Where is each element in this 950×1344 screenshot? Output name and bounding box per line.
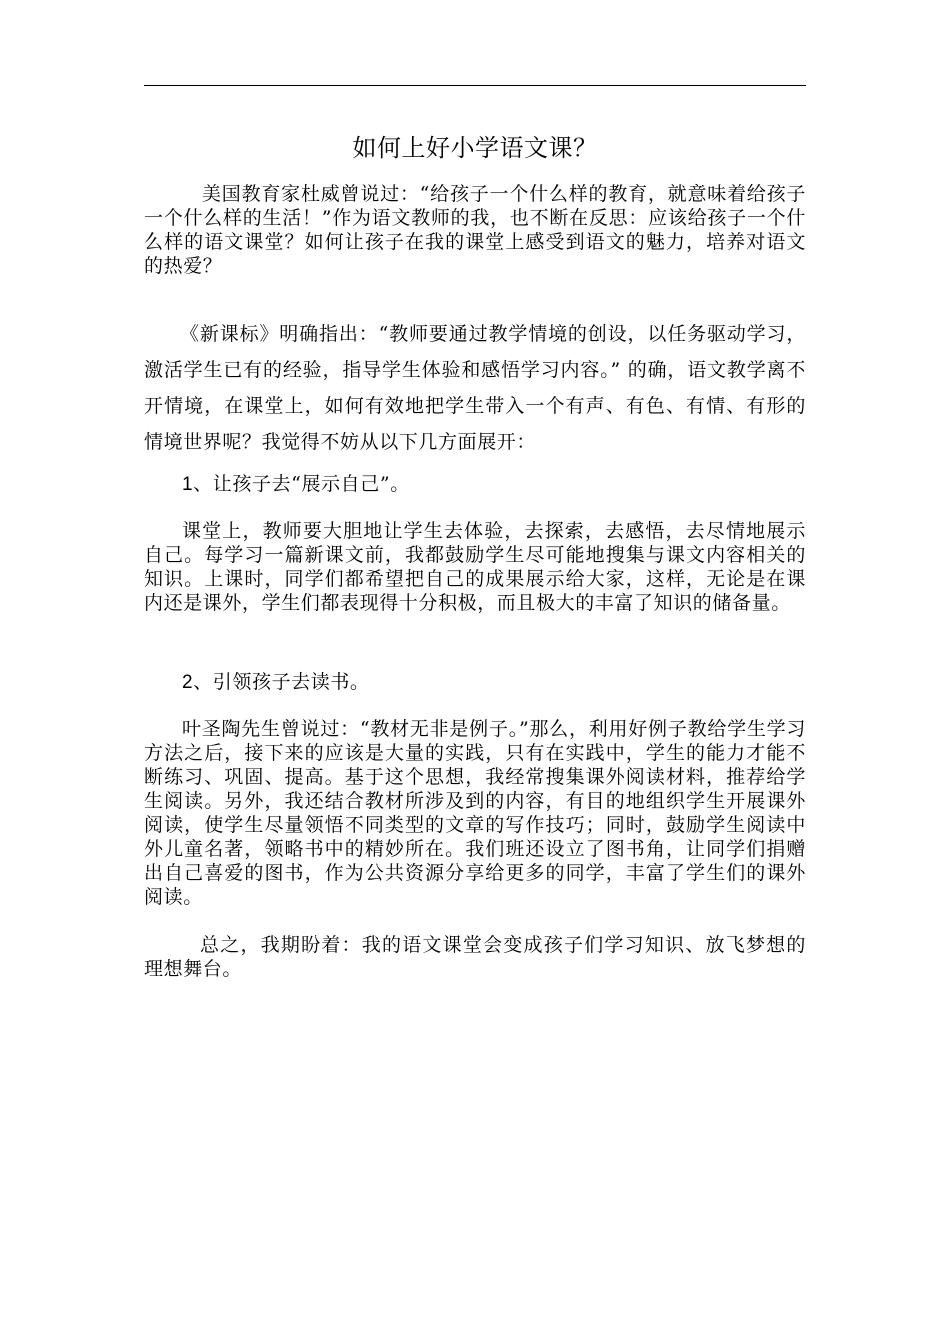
section-heading-2: [182, 670, 370, 695]
paragraph-intro: 美国教育家杜威曾说过：“给孩子一个什么样的教育，就意味着给孩子一个什么样的生活！”作为语文教师的我，也不断在反思：应该给孩子一个什么样的语文课堂？如何让孩子在我的课堂上感受到语文的魅力，培养对语文的热爱？: [144, 183, 806, 277]
paragraph-show-yourself: 课堂上，教师要大胆地让学生去体验，去探索，去感悟，去尽情地展示自己。每学习一篇新课文前，我都鼓励学生尽可能地搜集与课文内容相关的知识。上课时，同学们都希望把自己的成果展示给大家，这样，无论是在课内还是课外，学生们都表现得十分积极，而且极大的丰富了知识的储备量。: [144, 520, 806, 614]
section-number: 1: [182, 474, 194, 495]
document-title: 如何上好小学语文课？: [352, 134, 598, 162]
document-page: [144, 0, 806, 1344]
section-heading-text: 、让孩子去“展示自己”。: [193, 473, 410, 495]
paragraph-curriculum: 《新课标》明确指出：“教师要通过教学情境的创设，以任务驱动学习，激活学生已有的经验，指导学生体验和感悟学习内容。” 的确，语文教学离不开情境，在课堂上，如何有效地把学生带入一个有声、有色、有情、有形的情境世界呢？我觉得不妨从以下几方面展开：: [144, 323, 806, 453]
section-number: 2: [182, 672, 194, 693]
paragraph-reading: 叶圣陶先生曾说过：“教材无非是例子。”那么，利用好例子教给学生学习方法之后，接下来的应该是大量的实践，只有在实践中，学生的能力才能不断练习、巩固、提高。基于这个思想，我经常搜集课外阅读材料，推荐给学生阅读。另外，我还结合教材所涉及到的内容，有目的地组织学生开展课外阅读，使学生尽量领悟不同类型的文章的写作技巧；同时，鼓励学生阅读中外儿童名著，领略书中的精妙所在。我们班还设立了图书角，让同学们捐赠出自己喜爱的图书，作为公共资源分享给更多的同学，丰富了学生们的课外阅读。: [144, 718, 806, 908]
paragraph-conclusion: 总之，我期盼着：我的语文课堂会变成孩子们学习知识、放飞梦想的理想舞台。: [144, 934, 806, 980]
section-heading-text: 、引领孩子去读书。: [193, 671, 370, 693]
header-rule: [144, 85, 806, 86]
section-heading-1: [182, 472, 410, 497]
